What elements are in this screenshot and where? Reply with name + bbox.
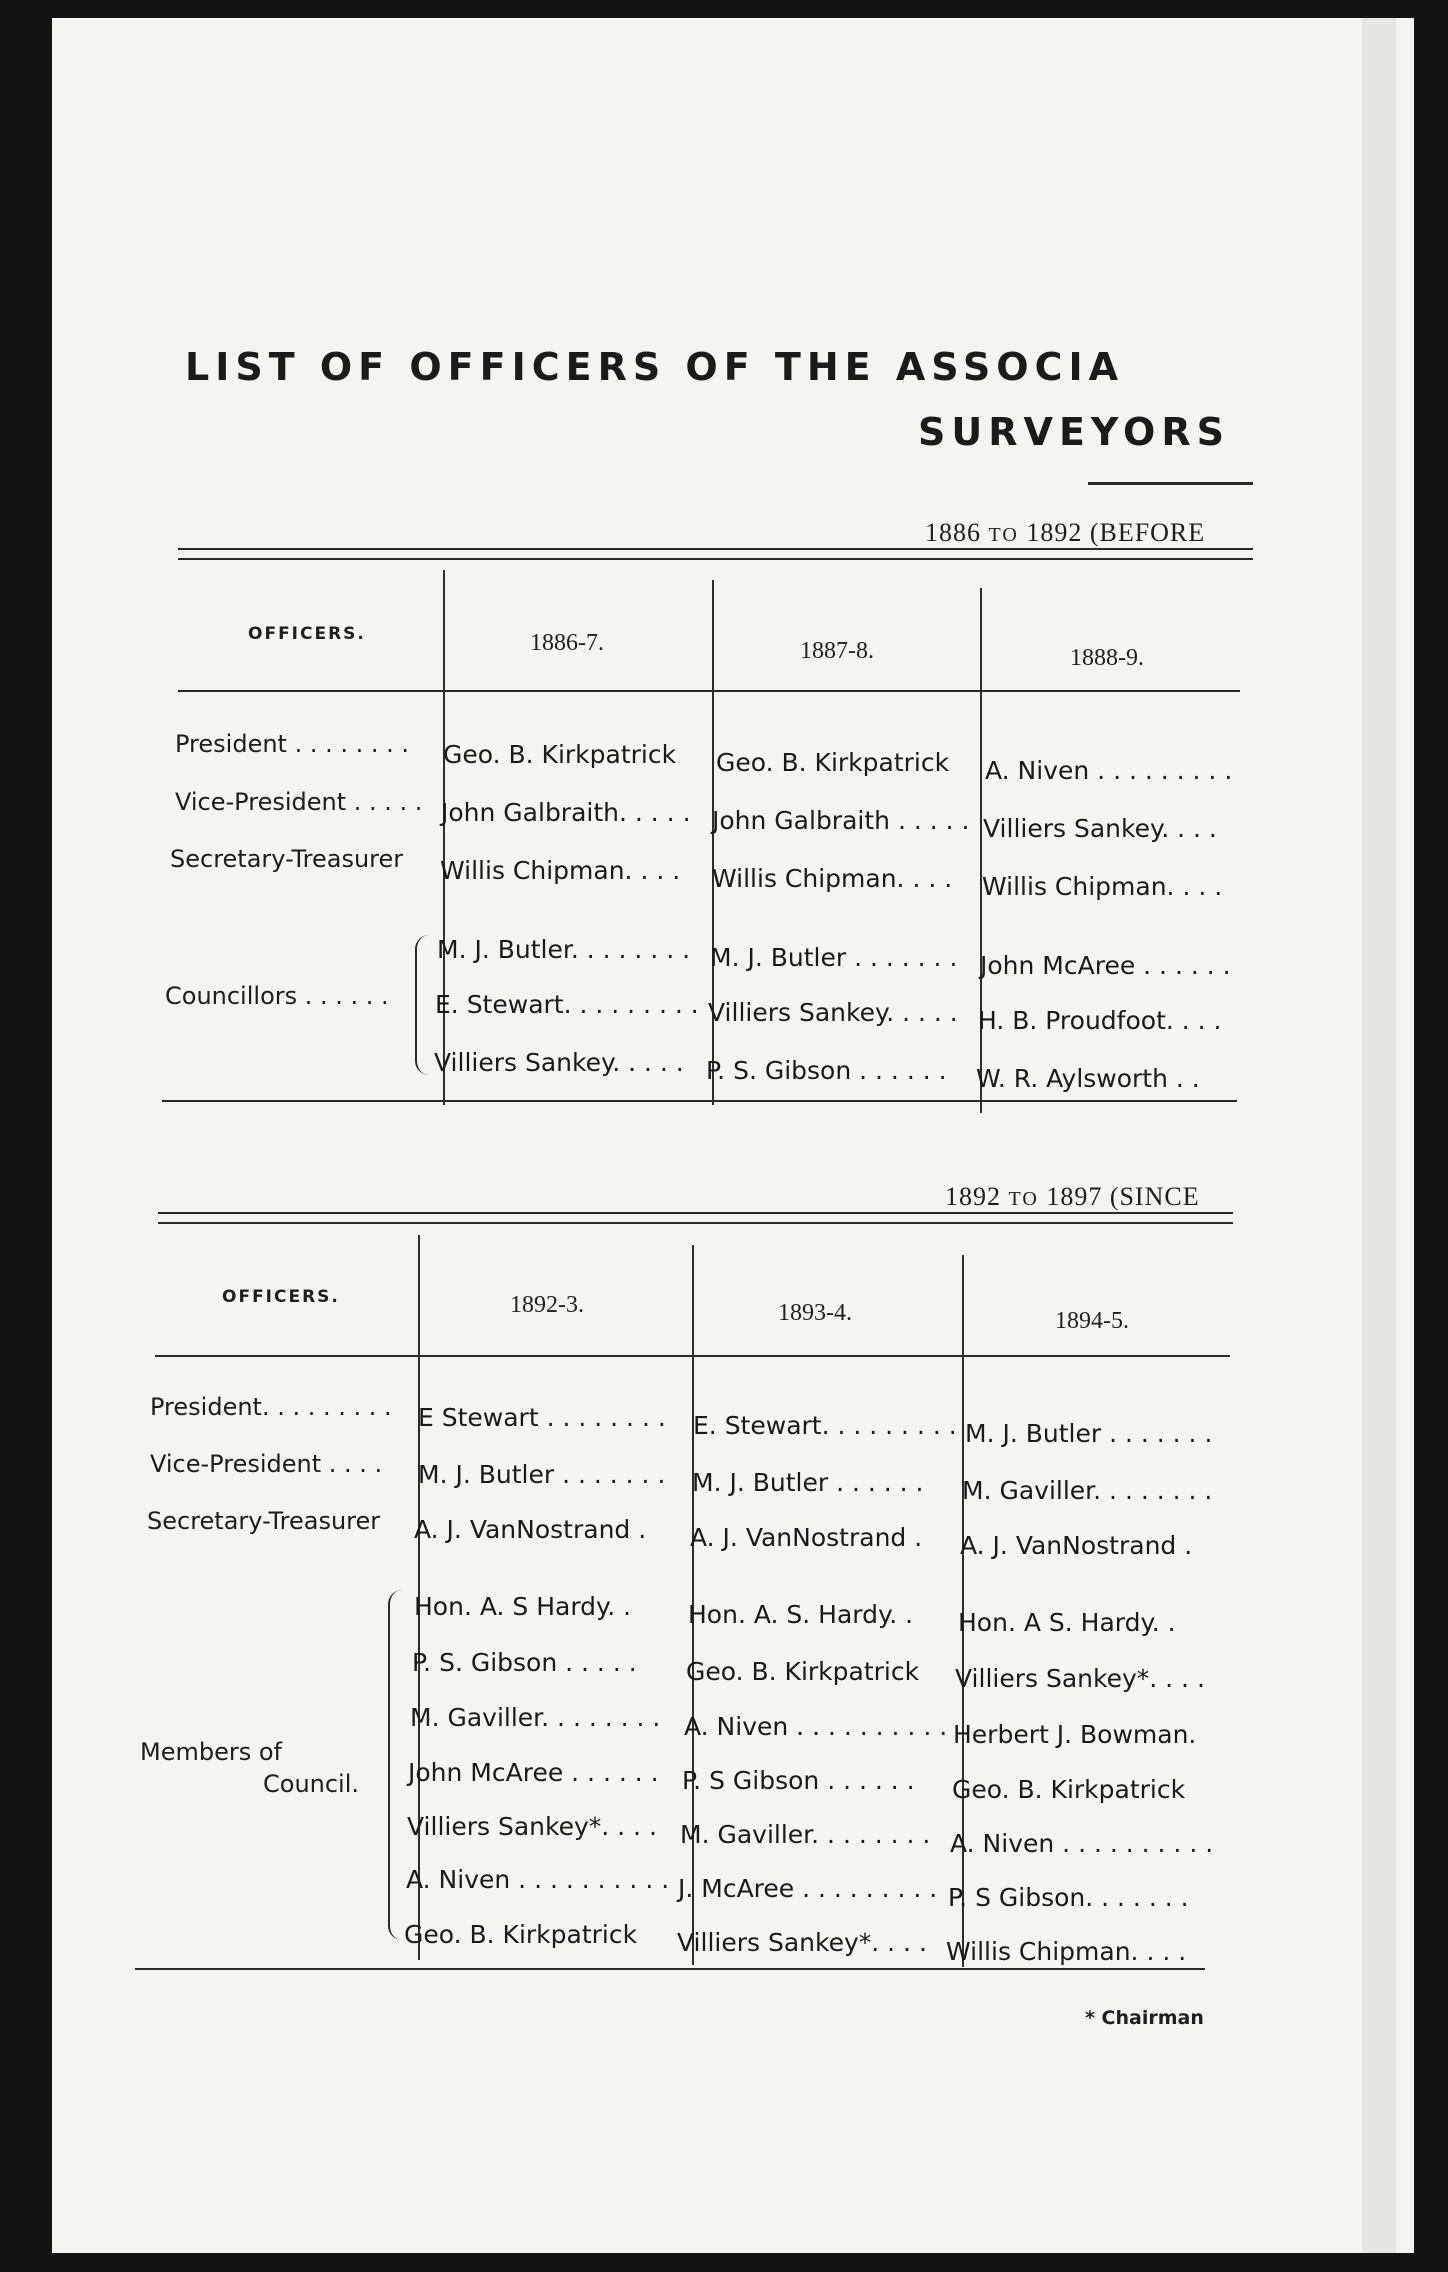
table-cell: John Galbraith . . . . . <box>712 806 970 835</box>
table-cell: P. S. Gibson . . . . . . <box>706 1056 947 1085</box>
table-cell: Geo. B. Kirkpatrick <box>716 748 950 777</box>
table-cell: P. S. Gibson . . . . . <box>412 1648 637 1677</box>
table-cell: Geo. B. Kirkpatrick <box>686 1657 920 1686</box>
row-label-members-of: Members of <box>140 1738 282 1766</box>
table-cell: John Galbraith. . . . . <box>441 798 691 827</box>
table-cell: Willis Chipman. . . . <box>946 1937 1187 1966</box>
table-cell: M. Gaviller. . . . . . . . <box>962 1476 1213 1505</box>
table-cell: J. McAree . . . . . . . . . <box>678 1874 938 1903</box>
table-cell: Villiers Sankey. . . . <box>983 814 1217 843</box>
table-cell: M. J. Butler . . . . . . <box>692 1468 924 1497</box>
range-end: 1892 (BEFORE <box>1026 518 1206 547</box>
table-cell: M. Gaviller. . . . . . . . <box>410 1703 661 1732</box>
range-to: TO <box>1008 1188 1039 1210</box>
table-cell: A. Niven . . . . . . . . . <box>985 756 1233 785</box>
table-cell: E. Stewart. . . . . . . . . <box>693 1411 957 1440</box>
title-underline <box>1088 482 1253 485</box>
table-cell: E. Stewart. . . . . . . . . <box>435 990 699 1019</box>
row-label-president: President. . . . . . . . . <box>150 1393 392 1421</box>
row-label-secretary-treasurer: Secretary-Treasurer <box>147 1507 381 1535</box>
range-to: TO <box>988 524 1019 546</box>
table-cell: M. J. Butler. . . . . . . . <box>437 935 691 964</box>
table-cell: Geo. B. Kirkpatrick <box>404 1920 638 1949</box>
section-2-top-rule <box>158 1212 1233 1214</box>
officers-header-2: OFFICERS. <box>222 1287 340 1307</box>
section-range-1 <box>925 518 1205 548</box>
row-label-president: President . . . . . . . . <box>175 730 410 758</box>
table-cell: Willis Chipman. . . . <box>712 864 953 893</box>
year-header-1892: 1892-3. <box>510 1292 584 1318</box>
table-cell: E Stewart . . . . . . . . <box>418 1403 666 1432</box>
year-header-1887: 1887-8. <box>800 638 874 664</box>
table-cell: Hon. A. S Hardy. . <box>414 1592 632 1621</box>
table-cell: Villiers Sankey. . . . . <box>708 998 958 1027</box>
table-cell: P. S Gibson. . . . . . . <box>948 1883 1189 1912</box>
table-cell: A. Niven . . . . . . . . . . <box>406 1865 670 1894</box>
column-divider <box>443 570 445 1105</box>
table-cell: Willis Chipman. . . . <box>440 856 681 885</box>
councillors-brace <box>415 935 429 1075</box>
table-cell: John McAree . . . . . . <box>980 951 1231 980</box>
table-cell: Hon. A. S. Hardy. . <box>688 1600 914 1629</box>
table-cell: John McAree . . . . . . <box>408 1758 659 1787</box>
table-cell: A. J. VanNostrand . <box>414 1515 647 1544</box>
year-header-1893: 1893-4. <box>778 1300 852 1326</box>
page-title-line-2: SURVEYORS <box>918 410 1230 454</box>
table-cell: Geo. B. Kirkpatrick <box>952 1775 1186 1804</box>
table-cell: Geo. B. Kirkpatrick <box>443 740 677 769</box>
year-header-1886: 1886-7. <box>530 630 604 656</box>
table-cell: M. J. Butler . . . . . . . <box>965 1419 1213 1448</box>
table-cell: A. J. VanNostrand . <box>690 1523 923 1552</box>
section-1-top-rule-2 <box>178 558 1253 560</box>
table-cell: P. S Gibson . . . . . . <box>682 1766 915 1795</box>
range-end: 1897 (SINCE <box>1046 1182 1200 1211</box>
row-label-secretary-treasurer: Secretary-Treasurer <box>170 845 404 873</box>
year-header-1894: 1894-5. <box>1055 1308 1129 1334</box>
section-1-top-rule <box>178 548 1253 550</box>
footnote-chairman: * Chairman <box>1085 2007 1204 2029</box>
table-cell: Villiers Sankey*. . . . <box>407 1812 657 1841</box>
table-cell: W. R. Aylsworth . . <box>976 1064 1200 1093</box>
section-range-2 <box>945 1182 1200 1212</box>
table-cell: Willis Chipman. . . . <box>982 872 1223 901</box>
range-start: 1886 <box>925 518 981 547</box>
section-2-top-rule-2 <box>158 1222 1233 1224</box>
table-cell: Hon. A S. Hardy. . <box>958 1608 1176 1637</box>
page-edge <box>1362 18 1396 2253</box>
table-cell: A. Niven . . . . . . . . . . <box>684 1712 948 1741</box>
table-cell: Villiers Sankey. . . . . <box>434 1048 684 1077</box>
section-2-bottom-rule <box>135 1968 1205 1970</box>
table-cell: A. Niven . . . . . . . . . . <box>950 1829 1214 1858</box>
table-cell: Villiers Sankey*. . . . <box>677 1928 927 1957</box>
row-label-councillors: Councillors . . . . . . <box>165 982 389 1010</box>
row-label-vice-president: Vice-President . . . . <box>150 1450 383 1478</box>
table-cell: M. Gaviller. . . . . . . . <box>680 1820 931 1849</box>
table-cell: Villiers Sankey*. . . . <box>955 1664 1205 1693</box>
council-brace <box>388 1590 404 1940</box>
table-cell: M. J. Butler . . . . . . . <box>710 943 958 972</box>
row-label-council: Council. <box>263 1770 360 1798</box>
page-title-line-1: LIST OF OFFICERS OF THE ASSOCIA <box>185 345 1125 389</box>
table-cell: Herbert J. Bowman. <box>953 1720 1197 1749</box>
year-header-1888: 1888-9. <box>1070 645 1144 671</box>
range-start: 1892 <box>945 1182 1001 1211</box>
table-cell: A. J. VanNostrand . <box>960 1531 1193 1560</box>
table-cell: H. B. Proudfoot. . . . <box>978 1006 1222 1035</box>
section-1-bottom-rule <box>162 1100 1237 1102</box>
officers-header-1: OFFICERS. <box>248 624 366 644</box>
header-rule-1 <box>178 690 1240 692</box>
table-cell: M. J. Butler . . . . . . . <box>418 1460 666 1489</box>
row-label-vice-president: Vice-President . . . . . <box>175 788 423 816</box>
